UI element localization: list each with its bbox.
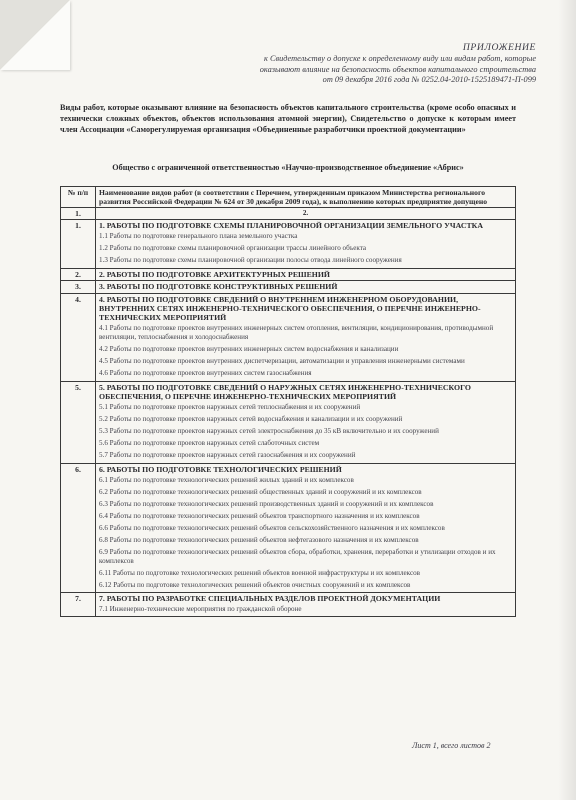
- work-item: 4.2 Работы по подготовке проектов внутренних инженерных систем водоснабжения и канализации: [99, 345, 399, 354]
- appendix-line: оказывают влияние на безопасность объектов капитального строительства: [259, 64, 536, 74]
- table-row: [61, 220, 516, 268]
- table-row: [61, 593, 516, 617]
- column-number-2: 2.: [96, 208, 516, 220]
- section-title: 1. РАБОТЫ ПО ПОДГОТОВКЕ СХЕМЫ ПЛАНИРОВОЧНОЙ ОРГАНИЗАЦИИ ЗЕМЕЛЬНОГО УЧАСТКА: [99, 221, 483, 231]
- work-types-table: [60, 186, 516, 617]
- table-row: [61, 381, 516, 463]
- row-content: [96, 593, 516, 617]
- work-item: 4.1 Работы по подготовке проектов внутренних инженерных систем отопления, вентиляции, кондиционирования, противодымной вентиляции, теплоснабжения и холодоснабжения: [99, 324, 494, 342]
- work-item: 6.6 Работы по подготовке технологических решений объектов сельскохозяйственного назначения и их комплексов: [99, 523, 445, 532]
- work-item: 1.1 Работы по подготовке генерального плана земельного участка: [99, 232, 298, 241]
- table-header-row: [61, 187, 516, 208]
- work-item: 4.5 Работы по подготовке проектов внутренних диспетчеризации, автоматизации и управления инженерными системами: [99, 357, 465, 366]
- row-content: [96, 268, 516, 280]
- column-number-1: 1.: [61, 208, 96, 220]
- work-item: 6.1 Работы по подготовке технологических решений жилых зданий и их комплексов: [99, 475, 354, 484]
- header-number: № п/п: [61, 187, 96, 208]
- page-corner-flap: [0, 0, 70, 70]
- work-item: 6.9 Работы по подготовке технологических решений объектов сбора, обработки, хранения, переработки и утилизации отходов и их комплексов: [99, 547, 496, 565]
- sheet-footer: Лист 1, всего листов 2: [412, 741, 491, 750]
- work-item: 7.1 Инженерно-технические мероприятия по гражданской обороне: [99, 604, 302, 613]
- appendix-line: от 09 декабря 2016 года № 0252.04-2010-1525189471-П-099: [322, 75, 536, 84]
- row-number: 3.: [61, 281, 96, 293]
- work-item: 6.12 Работы по подготовке технологических решений объектов очистных сооружений и их комплексов: [99, 580, 411, 589]
- work-item: 1.2 Работы по подготовке схемы планировочной организации трассы линейного объекта: [99, 244, 367, 253]
- work-item: 6.2 Работы по подготовке технологических решений общественных зданий и сооружений и их комплексов: [99, 487, 422, 496]
- table-row: [61, 293, 516, 381]
- row-content: [96, 281, 516, 293]
- work-item: 1.3 Работы по подготовке схемы планировочной организации полосы отвода линейного сооружения: [99, 256, 402, 265]
- row-number: 5.: [61, 381, 96, 463]
- work-item: 5.2 Работы по подготовке проектов наружных сетей водоснабжения и канализации и их сооружений: [99, 415, 403, 424]
- section-title: 2. РАБОТЫ ПО ПОДГОТОВКЕ АРХИТЕКТУРНЫХ РЕШЕНИЙ: [99, 269, 330, 279]
- work-item: 6.8 Работы по подготовке технологических решений объектов нефтегазового назначения и их комплексов: [99, 535, 419, 544]
- row-content: [96, 293, 516, 381]
- row-content: [96, 381, 516, 463]
- page-edge-shadow: [558, 0, 576, 800]
- row-number: 2.: [61, 268, 96, 280]
- row-number: 4.: [61, 293, 96, 381]
- work-item: 4.6 Работы по подготовке проектов внутренних систем газоснабжения: [99, 369, 312, 378]
- appendix-header: [196, 42, 536, 86]
- column-number-row: [61, 208, 516, 220]
- row-content: [96, 220, 516, 268]
- intro-paragraph: Виды работ, которые оказывают влияние на безопасность объектов капитального строительства (кроме особо опасных и технически сложных объектов, объектов использования атомной энергии), Свидетельство о допуске к которым имеет член Ассоциации «Саморегулируемая организация «Объединенные разработчики проектной документации»: [60, 103, 516, 134]
- section-title: 5. РАБОТЫ ПО ПОДГОТОВКЕ СВЕДЕНИЙ О НАРУЖНЫХ СЕТЯХ ИНЖЕНЕРНО-ТЕХНИЧЕСКОГО ОБЕСПЕЧЕНИЯ, О ПЕРЕЧНЕ ИНЖЕНЕРНО-ТЕХНИЧЕСКИХ МЕРОПРИЯТИЙ: [99, 382, 471, 402]
- section-title: 4. РАБОТЫ ПО ПОДГОТОВКЕ СВЕДЕНИЙ О ВНУТРЕННЕМ ИНЖЕНЕРНОМ ОБОРУДОВАНИИ, ВНУТРЕННИХ СЕТЯХ ИНЖЕНЕРНО-ТЕХНИЧЕСКОГО ОБЕСПЕЧЕНИЯ, О ПЕРЕЧНЕ ИНЖЕНЕРНО-ТЕХНИЧЕСКИХ МЕРОПРИЯТИЙ: [99, 294, 481, 323]
- appendix-title: ПРИЛОЖЕНИЕ: [462, 42, 536, 53]
- table-body: [61, 220, 516, 617]
- row-content: [96, 463, 516, 592]
- table-row: [61, 281, 516, 293]
- appendix-line: к Свидетельству о допуске к определенному виду или видам работ, которые: [264, 54, 536, 63]
- organization-name: Общество с ограниченной ответственностью «Научно-производственное объединение «Абрис»: [112, 163, 464, 172]
- table-row: [61, 268, 516, 280]
- work-item: 5.7 Работы по подготовке проектов наружных сетей газоснабжения и их сооружений: [99, 451, 356, 460]
- section-title: 7. РАБОТЫ ПО РАЗРАБОТКЕ СПЕЦИАЛЬНЫХ РАЗДЕЛОВ ПРОЕКТНОЙ ДОКУМЕНТАЦИИ: [99, 594, 441, 604]
- row-number: 7.: [61, 593, 96, 617]
- table-row: [61, 463, 516, 592]
- header-name: Наименование видов работ (в соответствии с Перечнем, утвержденным приказом Министерства регионального развития Российской Федерации № 624 от 30 декабря 2009 года), к выполнению которых предприятие допущено: [96, 187, 516, 208]
- work-item: 6.3 Работы по подготовке технологических решений производственных зданий и сооружений и их комплексов: [99, 499, 434, 508]
- section-title: 3. РАБОТЫ ПО ПОДГОТОВКЕ КОНСТРУКТИВНЫХ РЕШЕНИЙ: [99, 282, 338, 292]
- work-item: 5.3 Работы по подготовке проектов наружных сетей электроснабжения до 35 кВ включительно и их сооружений: [99, 427, 439, 436]
- work-item: 5.1 Работы по подготовке проектов наружных сетей теплоснабжения и их сооружений: [99, 403, 361, 412]
- work-item: 6.11 Работы по подготовке технологических решений объектов военной инфраструктуры и их комплексов: [99, 568, 420, 577]
- row-number: 1.: [61, 220, 96, 268]
- work-item: 5.6 Работы по подготовке проектов наружных сетей слаботочных систем: [99, 439, 320, 448]
- work-item: 6.4 Работы по подготовке технологических решений объектов транспортного назначения и их комплексов: [99, 511, 420, 520]
- section-title: 6. РАБОТЫ ПО ПОДГОТОВКЕ ТЕХНОЛОГИЧЕСКИХ РЕШЕНИЙ: [99, 464, 342, 474]
- row-number: 6.: [61, 463, 96, 592]
